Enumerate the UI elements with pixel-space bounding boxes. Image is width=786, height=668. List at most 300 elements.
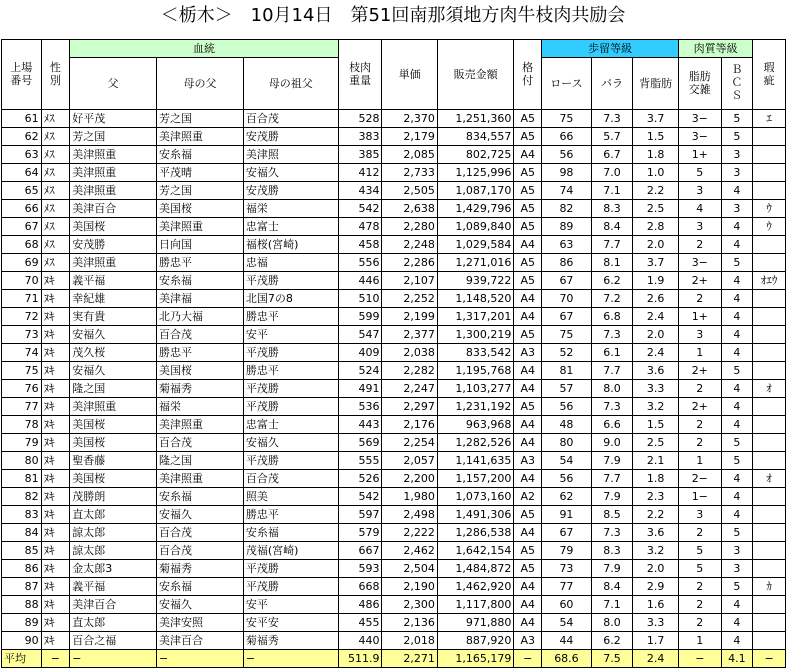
cell-weight: 383	[338, 128, 382, 146]
cell-loin: 73	[542, 560, 592, 578]
cell-sex: ﾇｷ	[41, 398, 70, 416]
cell-tanka: 2,252	[382, 290, 437, 308]
header-shibo-1: 脂肪	[688, 69, 711, 83]
cell-kaku: A5	[514, 326, 542, 344]
cell-loin: 81	[542, 362, 592, 380]
cell-chichi: 安茂勝	[70, 236, 157, 254]
cell-haha-sofu: 茂福(宮崎)	[243, 542, 338, 560]
header-kaku-2: 付	[522, 73, 534, 87]
cell-hanbai: 1,125,996	[437, 164, 514, 182]
cell-hishibo: 2.4	[633, 344, 679, 362]
table-row	[2, 200, 786, 218]
cell-haha-chichi: 美国桜	[157, 200, 244, 218]
cell-bara: 8.5	[591, 506, 633, 524]
cell-haha-sofu: 平茂勝	[243, 560, 338, 578]
cell-bcs: 5	[721, 578, 753, 596]
cell-loin: 75	[542, 110, 592, 128]
cell-kashi	[753, 434, 786, 452]
cell-tanka: 2,136	[382, 614, 437, 632]
cell-loin: 54	[542, 614, 592, 632]
cell-bcs: 4	[721, 596, 753, 614]
cell-haha-chichi: 百合茂	[157, 326, 244, 344]
cell-bcs: 4	[721, 632, 753, 650]
cell-kashi	[753, 542, 786, 560]
cell-bcs: 5	[721, 524, 753, 542]
cell-hanbai: 1,073,160	[437, 488, 514, 506]
cell-hanbai: 1,148,520	[437, 290, 514, 308]
cell-kashi	[753, 362, 786, 380]
cell-sex: ﾇｷ	[41, 344, 70, 362]
table-row	[2, 146, 786, 164]
cell-tanka: 2,498	[382, 506, 437, 524]
header-shibo-2: 交雑	[688, 82, 711, 96]
average-weight: 511.9	[338, 650, 382, 668]
cell-haha-chichi: 菊福秀	[157, 380, 244, 398]
cell-hanbai: 1,029,584	[437, 236, 514, 254]
cell-haha-chichi: 菊福秀	[157, 560, 244, 578]
page-title: ＜栃木＞ 10月14日 第51回南那須地方肉牛枝肉共励会	[160, 5, 626, 26]
cell-hishibo: 3.6	[633, 362, 679, 380]
cell-weight: 547	[338, 326, 382, 344]
cell-bara: 7.3	[591, 326, 633, 344]
table-row	[2, 218, 786, 236]
cell-shibo: 2	[679, 434, 722, 452]
cell-chichi: 百合之福	[70, 632, 157, 650]
cell-chichi: 義平福	[70, 578, 157, 596]
header-bcs-c: Ｃ	[731, 76, 743, 89]
cell-hanbai: 1,251,360	[437, 110, 514, 128]
cell-haha-sofu: 忠富士	[243, 218, 338, 236]
header-weight-1: 枝肉	[349, 60, 372, 74]
cell-haha-sofu: 福栄	[243, 200, 338, 218]
cell-tanka: 2,018	[382, 632, 437, 650]
cell-haha-chichi: 隆之国	[157, 452, 244, 470]
cell-hanbai: 1,141,635	[437, 452, 514, 470]
cell-loin: 67	[542, 524, 592, 542]
cell-kaku: A5	[514, 164, 542, 182]
cell-kaku: A4	[514, 434, 542, 452]
cell-chichi: 聖香藤	[70, 452, 157, 470]
table-row	[2, 614, 786, 632]
cell-hishibo: 2.5	[633, 200, 679, 218]
cell-shibo: 3	[679, 182, 722, 200]
cell-bcs: 4	[721, 416, 753, 434]
cell-bango: 76	[2, 380, 42, 398]
cell-sex: ﾇｷ	[41, 470, 70, 488]
cell-shibo: 2	[679, 416, 722, 434]
cell-hanbai: 887,920	[437, 632, 514, 650]
cell-sex: ﾒｽ	[41, 164, 70, 182]
cell-chichi: 美津百合	[70, 596, 157, 614]
cell-bara: 6.8	[591, 308, 633, 326]
cell-sex: ﾒｽ	[41, 200, 70, 218]
col-bango	[2, 40, 42, 110]
cell-haha-chichi: 福栄	[157, 398, 244, 416]
cell-kashi: ｴ	[753, 110, 786, 128]
cell-kaku: A5	[514, 128, 542, 146]
cell-hanbai: 1,484,872	[437, 560, 514, 578]
table-row	[2, 362, 786, 380]
cell-tanka: 2,462	[382, 542, 437, 560]
cell-sex: ﾇｷ	[41, 596, 70, 614]
cell-hishibo: 3.2	[633, 542, 679, 560]
cell-hishibo: 2.0	[633, 236, 679, 254]
cell-kaku: A4	[514, 578, 542, 596]
cell-bango: 73	[2, 326, 42, 344]
cell-hishibo: 3.6	[633, 524, 679, 542]
cell-bango: 74	[2, 344, 42, 362]
cell-bcs: 4	[721, 506, 753, 524]
cell-weight: 434	[338, 182, 382, 200]
cell-kaku: A5	[514, 110, 542, 128]
cell-hishibo: 3.7	[633, 254, 679, 272]
cell-haha-sofu: 安平	[243, 326, 338, 344]
cell-kashi	[753, 560, 786, 578]
cell-bango: 75	[2, 362, 42, 380]
cell-kashi: ｶ	[753, 578, 786, 596]
cell-bara: 6.1	[591, 344, 633, 362]
cell-haha-sofu: 照美	[243, 488, 338, 506]
cell-shibo: 1−	[679, 488, 722, 506]
cell-chichi: 直太郎	[70, 506, 157, 524]
cell-haha-chichi: 美津福	[157, 290, 244, 308]
cell-hanbai: 1,300,219	[437, 326, 514, 344]
cell-haha-sofu: 安茂勝	[243, 128, 338, 146]
cell-bara: 7.3	[591, 524, 633, 542]
cell-tanka: 2,286	[382, 254, 437, 272]
cell-kashi: ｳ	[753, 218, 786, 236]
table-row	[2, 380, 786, 398]
cell-bcs: 4	[721, 326, 753, 344]
cell-kaku: A4	[514, 290, 542, 308]
cell-chichi: 金太郎3	[70, 560, 157, 578]
cell-weight: 455	[338, 614, 382, 632]
cell-sex: ﾒｽ	[41, 128, 70, 146]
cell-bcs: 4	[721, 344, 753, 362]
cell-loin: 77	[542, 578, 592, 596]
cell-hishibo: 2.8	[633, 218, 679, 236]
cell-kaku: A5	[514, 272, 542, 290]
cell-bara: 7.9	[591, 560, 633, 578]
average-haha-chichi: −	[157, 650, 244, 668]
cell-bara: 7.7	[591, 362, 633, 380]
cell-haha-sofu: 安平	[243, 596, 338, 614]
cell-haha-chichi: 芳之国	[157, 182, 244, 200]
cell-loin: 60	[542, 596, 592, 614]
cell-bango: 83	[2, 506, 42, 524]
cell-kaku: A5	[514, 254, 542, 272]
cell-haha-chichi: 安糸福	[157, 578, 244, 596]
cell-bango: 84	[2, 524, 42, 542]
cell-bango: 67	[2, 218, 42, 236]
cell-chichi: 美津照重	[70, 182, 157, 200]
cell-tanka: 2,504	[382, 560, 437, 578]
cell-sex: ﾇｷ	[41, 434, 70, 452]
cell-hanbai: 1,286,538	[437, 524, 514, 542]
cell-bango: 90	[2, 632, 42, 650]
cell-haha-chichi: 美津照重	[157, 416, 244, 434]
cell-hanbai: 1,103,277	[437, 380, 514, 398]
cell-tanka: 2,176	[382, 416, 437, 434]
cell-chichi: 美津照重	[70, 398, 157, 416]
cell-loin: 67	[542, 308, 592, 326]
cell-haha-sofu: 平茂勝	[243, 380, 338, 398]
average-shibo: −	[679, 650, 722, 668]
average-kashi: −	[753, 650, 786, 668]
cell-hishibo: 3.2	[633, 398, 679, 416]
cell-weight: 458	[338, 236, 382, 254]
cell-chichi: 直太郎	[70, 614, 157, 632]
cell-hanbai: 834,557	[437, 128, 514, 146]
cell-shibo: 2	[679, 614, 722, 632]
cell-chichi: 美国桜	[70, 470, 157, 488]
average-kaku: −	[514, 650, 542, 668]
cell-haha-sofu: 平茂勝	[243, 344, 338, 362]
cell-kashi	[753, 416, 786, 434]
cell-weight: 579	[338, 524, 382, 542]
table-row	[2, 524, 786, 542]
cell-chichi: 好平茂	[70, 110, 157, 128]
cell-kashi	[753, 488, 786, 506]
cell-shibo: 2+	[679, 272, 722, 290]
cell-shibo: 2	[679, 380, 722, 398]
cell-kashi: ｳ	[753, 200, 786, 218]
cell-tanka: 2,638	[382, 200, 437, 218]
cell-kashi	[753, 290, 786, 308]
cell-bcs: 3	[721, 200, 753, 218]
cell-loin: 98	[542, 164, 592, 182]
cell-sex: ﾒｽ	[41, 236, 70, 254]
cell-bango: 72	[2, 308, 42, 326]
header-bara: バラ	[591, 58, 633, 110]
cell-chichi: 諒太郎	[70, 542, 157, 560]
cell-hishibo: 2.5	[633, 434, 679, 452]
cell-weight: 478	[338, 218, 382, 236]
cell-hanbai: 939,722	[437, 272, 514, 290]
cell-shibo: 5	[679, 164, 722, 182]
cell-bara: 6.2	[591, 632, 633, 650]
cell-sex: ﾒｽ	[41, 218, 70, 236]
cell-bango: 81	[2, 470, 42, 488]
cell-kashi	[753, 632, 786, 650]
cell-kashi	[753, 146, 786, 164]
cell-kashi	[753, 596, 786, 614]
cell-bara: 7.9	[591, 452, 633, 470]
col-kaku	[514, 40, 542, 110]
cell-sex: ﾇｷ	[41, 290, 70, 308]
average-label: 平均	[2, 650, 42, 668]
cell-hishibo: 2.6	[633, 290, 679, 308]
average-haha-sofu: −	[243, 650, 338, 668]
cell-bara: 9.0	[591, 434, 633, 452]
cell-haha-chichi: 百合茂	[157, 542, 244, 560]
cell-bcs: 4	[721, 272, 753, 290]
cell-sex: ﾇｷ	[41, 272, 70, 290]
cell-hishibo: 1.0	[633, 164, 679, 182]
col-weight	[338, 40, 382, 110]
cell-tanka: 2,505	[382, 182, 437, 200]
cell-bara: 8.0	[591, 614, 633, 632]
header-bcs-b: Ｂ	[731, 63, 743, 76]
cell-hishibo: 2.2	[633, 506, 679, 524]
cell-shibo: 1+	[679, 146, 722, 164]
cell-sex: ﾇｷ	[41, 488, 70, 506]
header-sex-2: 別	[49, 73, 61, 87]
average-hanbai: 1,165,179	[437, 650, 514, 668]
cell-bcs: 5	[721, 128, 753, 146]
cell-kaku: A4	[514, 380, 542, 398]
table-row	[2, 434, 786, 452]
average-row	[2, 650, 786, 668]
cell-haha-sofu: 忠富士	[243, 416, 338, 434]
cell-shibo: 2−	[679, 470, 722, 488]
table-row	[2, 542, 786, 560]
cell-chichi: 隆之国	[70, 380, 157, 398]
cell-kaku: A5	[514, 542, 542, 560]
cell-haha-chichi: 安糸福	[157, 146, 244, 164]
table-row	[2, 470, 786, 488]
cell-bara: 8.4	[591, 218, 633, 236]
col-bcs	[721, 58, 753, 110]
table-row	[2, 488, 786, 506]
header-hishibo: 背脂肪	[633, 58, 679, 110]
cell-hanbai: 1,462,920	[437, 578, 514, 596]
cell-kashi	[753, 398, 786, 416]
cell-shibo: 5	[679, 542, 722, 560]
cell-hanbai: 833,542	[437, 344, 514, 362]
cell-hanbai: 1,282,526	[437, 434, 514, 452]
cell-bango: 85	[2, 542, 42, 560]
cell-chichi: 諒太郎	[70, 524, 157, 542]
cell-loin: 54	[542, 452, 592, 470]
cell-hishibo: 2.0	[633, 560, 679, 578]
cell-weight: 593	[338, 560, 382, 578]
cell-hanbai: 1,089,840	[437, 218, 514, 236]
cell-loin: 91	[542, 506, 592, 524]
cell-haha-sofu: 福桜(宮崎)	[243, 236, 338, 254]
table-row	[2, 308, 786, 326]
cell-sex: ﾒｽ	[41, 110, 70, 128]
cell-chichi: 安福久	[70, 326, 157, 344]
cell-bango: 68	[2, 236, 42, 254]
cell-hanbai: 1,317,201	[437, 308, 514, 326]
cell-haha-chichi: 百合茂	[157, 434, 244, 452]
cell-tanka: 2,254	[382, 434, 437, 452]
cell-kashi	[753, 164, 786, 182]
cell-bcs: 4	[721, 290, 753, 308]
cell-weight: 409	[338, 344, 382, 362]
cell-bango: 70	[2, 272, 42, 290]
cell-loin: 52	[542, 344, 592, 362]
header-bango-2: 番号	[10, 73, 33, 87]
cell-sex: ﾇｷ	[41, 524, 70, 542]
cell-weight: 597	[338, 506, 382, 524]
cell-shibo: 5	[679, 560, 722, 578]
cell-sex: ﾇｷ	[41, 452, 70, 470]
cell-bcs: 3	[721, 560, 753, 578]
cell-shibo: 2	[679, 524, 722, 542]
cell-weight: 569	[338, 434, 382, 452]
cell-bara: 7.9	[591, 488, 633, 506]
cell-hishibo: 2.4	[633, 308, 679, 326]
cell-loin: 67	[542, 272, 592, 290]
cell-haha-sofu: 安平安	[243, 614, 338, 632]
cell-kashi	[753, 254, 786, 272]
cell-shibo: 1	[679, 344, 722, 362]
cell-loin: 82	[542, 200, 592, 218]
cell-bara: 8.0	[591, 380, 633, 398]
cell-kashi	[753, 236, 786, 254]
cell-loin: 62	[542, 488, 592, 506]
cell-weight: 440	[338, 632, 382, 650]
cell-haha-chichi: 芳之国	[157, 110, 244, 128]
cell-bcs: 4	[721, 380, 753, 398]
cell-shibo: 1	[679, 632, 722, 650]
cell-kaku: A4	[514, 470, 542, 488]
cell-kaku: A3	[514, 344, 542, 362]
cell-kaku: A4	[514, 146, 542, 164]
cell-haha-sofu: 平茂勝	[243, 452, 338, 470]
cell-sex: ﾇｷ	[41, 362, 70, 380]
cell-tanka: 2,190	[382, 578, 437, 596]
cell-sex: ﾇｷ	[41, 308, 70, 326]
cell-kashi	[753, 614, 786, 632]
cell-sex: ﾇｷ	[41, 326, 70, 344]
cell-shibo: 3	[679, 326, 722, 344]
table-row	[2, 164, 786, 182]
cell-haha-sofu: 安福久	[243, 434, 338, 452]
cell-hishibo: 1.9	[633, 272, 679, 290]
cell-tanka: 2,248	[382, 236, 437, 254]
table-row	[2, 560, 786, 578]
cell-hishibo: 3.7	[633, 110, 679, 128]
cell-weight: 385	[338, 146, 382, 164]
header-hanbai: 販売金額	[437, 40, 514, 110]
cell-bango: 78	[2, 416, 42, 434]
cell-haha-chichi: 美国桜	[157, 362, 244, 380]
cell-kaku: A5	[514, 182, 542, 200]
cell-haha-chichi: 安糸福	[157, 272, 244, 290]
cell-loin: 89	[542, 218, 592, 236]
cell-kashi	[753, 344, 786, 362]
cell-haha-chichi: 安福久	[157, 596, 244, 614]
cell-loin: 48	[542, 416, 592, 434]
cell-sex: ﾒｽ	[41, 146, 70, 164]
header-kashi-1: 瑕	[763, 60, 775, 74]
cell-tanka: 2,107	[382, 272, 437, 290]
cell-kashi: ｵ	[753, 470, 786, 488]
cell-kaku: A5	[514, 398, 542, 416]
cell-bara: 7.3	[591, 110, 633, 128]
cell-haha-sofu: 百合茂	[243, 110, 338, 128]
cell-kashi	[753, 308, 786, 326]
cell-haha-chichi: 安福久	[157, 506, 244, 524]
cell-chichi: 芳之国	[70, 128, 157, 146]
cell-loin: 75	[542, 326, 592, 344]
cell-bcs: 4	[721, 218, 753, 236]
cell-shibo: 3	[679, 218, 722, 236]
cell-bara: 8.4	[591, 578, 633, 596]
cell-hanbai: 1,087,170	[437, 182, 514, 200]
cell-hanbai: 1,117,800	[437, 596, 514, 614]
cell-bcs: 4	[721, 236, 753, 254]
cell-kaku: A5	[514, 200, 542, 218]
cell-hishibo: 3.3	[633, 380, 679, 398]
cell-shibo: 3−	[679, 254, 722, 272]
cell-haha-sofu: 安茂勝	[243, 182, 338, 200]
cell-kashi	[753, 452, 786, 470]
cell-bango: 87	[2, 578, 42, 596]
